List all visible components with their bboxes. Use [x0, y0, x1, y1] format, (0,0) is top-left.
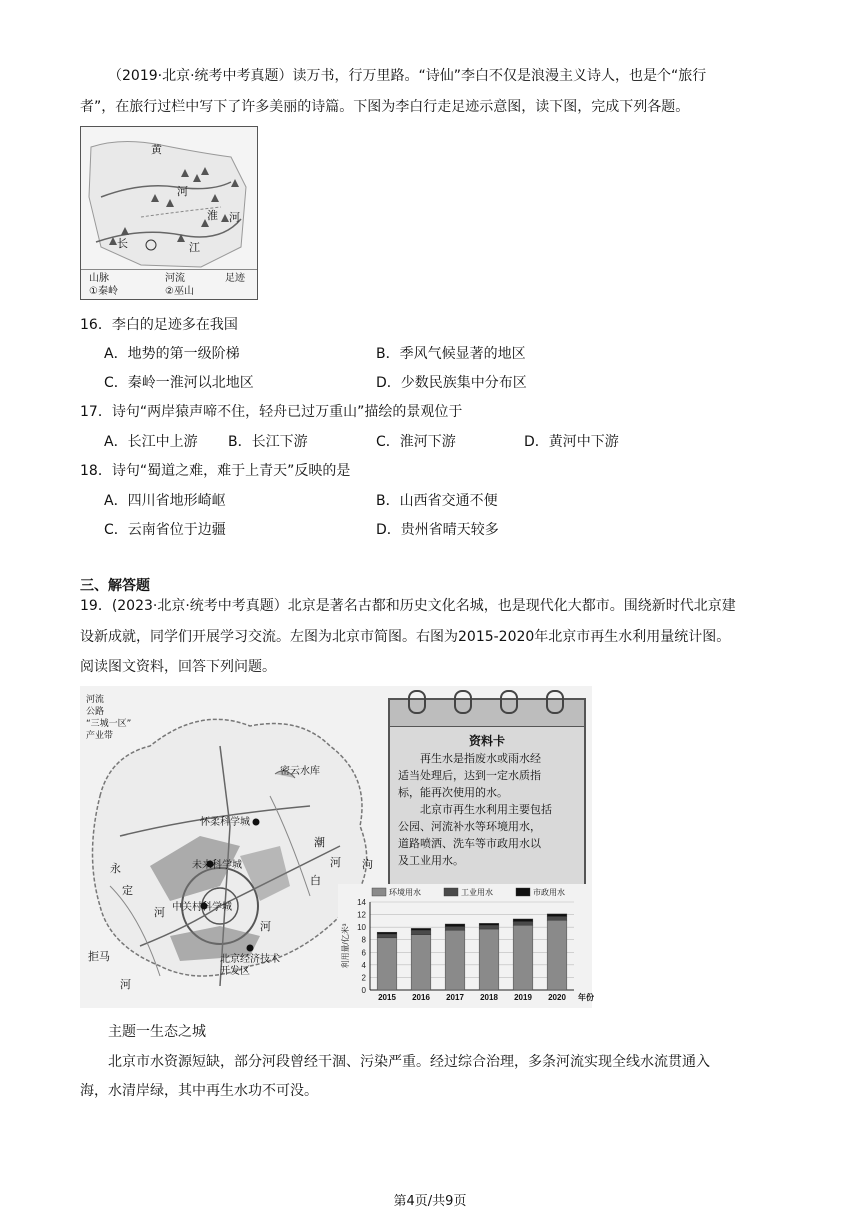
q19-line-3: 阅读图文资料，回答下列问题。 — [80, 659, 276, 675]
q19-line-1: 19．(2023·北京·统考中考真题）北京是著名古都和历史文化名城，也是现代化大都市。围绕新时代北京建 — [80, 598, 736, 614]
label-he-b: 河 — [260, 920, 271, 933]
info-card-line: 及工业用水。 — [398, 854, 464, 867]
info-card-line: 再生水是指废水或雨水经 — [420, 752, 541, 765]
y-axis-label: 利用量/亿米³ — [341, 923, 350, 969]
beijing-composite-figure — [80, 686, 592, 1008]
bar-segment — [513, 919, 533, 922]
bar-segment — [479, 925, 499, 929]
y-tick-label: 2 — [361, 973, 366, 983]
q18-option-c[interactable]: C．云南省位于边疆 — [104, 522, 226, 538]
label-juma: 拒马 — [88, 950, 110, 963]
ring-icon — [500, 690, 518, 714]
map1-legend — [81, 269, 257, 300]
label-future-science-city: 未来科学城 — [192, 860, 242, 871]
q18-option-b[interactable]: B．山西省交通不便 — [376, 493, 498, 509]
map1-label-huang: 黄 — [151, 143, 162, 156]
map1-label-he: 河 — [177, 185, 188, 198]
label-yong: 永 — [110, 862, 121, 875]
q18-option-d[interactable]: D．贵州省晴天较多 — [376, 522, 499, 538]
info-card-line: 标，能再次使用的水。 — [398, 786, 508, 799]
q19-line-2: 设新成就，同学们开展学习交流。左图为北京市简图。右图为2015-2020年北京市再生水利用量统计图。 — [80, 629, 731, 645]
legend-river-2: 河流 — [86, 695, 105, 705]
map1-label-chang: 长 — [117, 237, 128, 250]
q18-stem: 18．诗句“蜀道之难，难于上青天”反映的是 — [80, 463, 351, 479]
map1-label-huai: 淮 — [207, 209, 218, 222]
label-miyun: 密云水库 — [280, 766, 320, 777]
label-bai: 白 — [310, 874, 321, 887]
label-ju: 泃 — [362, 858, 373, 871]
bar-segment — [547, 916, 567, 920]
x-tick-label: 2016 — [412, 993, 430, 1002]
page-footer: 第4页/共9页 — [393, 1194, 467, 1209]
info-card-line: 适当处理后，达到一定水质指 — [398, 769, 541, 782]
bar-segment — [479, 929, 499, 990]
ring-icon — [546, 690, 564, 714]
bar-segment — [547, 920, 567, 990]
bar-segment — [411, 928, 431, 930]
label-he-d: 河 — [154, 906, 165, 919]
y-tick-label: 10 — [357, 923, 366, 933]
y-tick-label: 14 — [357, 898, 366, 907]
info-card-line: 道路喷洒、洗车等市政用水以 — [398, 837, 541, 850]
label-chao: 潮 — [314, 836, 325, 849]
theme-title: 主题一生态之城 — [108, 1024, 206, 1040]
legend-label: 工业用水 — [461, 888, 493, 897]
info-card-title: 资料卡 — [468, 734, 505, 748]
legend-qinling: ①秦岭 — [89, 286, 118, 297]
legend-three-cities: “三城一区” — [86, 719, 132, 729]
map1-label-jiang: 江 — [189, 241, 200, 254]
label-ding: 定 — [122, 884, 133, 897]
x-tick-label: 2015 — [378, 993, 396, 1002]
y-tick-label: 0 — [361, 986, 366, 995]
theme-line-1: 北京市水资源短缺，部分河段曾经干涸、污染严重。经过综合治理，多条河流实现全线水流贯通入 — [108, 1054, 710, 1070]
li-bai-footprint-map — [80, 126, 258, 300]
bar-segment — [445, 930, 465, 990]
legend-swatch — [444, 888, 458, 896]
q16-option-c[interactable]: C．秦岭一淮河以北地区 — [104, 375, 254, 391]
legend-label: 环境用水 — [389, 888, 421, 897]
bar-segment — [411, 930, 431, 934]
reclaimed-water-chart — [338, 884, 592, 1008]
legend-road: 公路 — [86, 707, 105, 717]
info-card-line: 北京市再生水利用主要包括 — [420, 803, 552, 816]
question-intro-line-2: 者”，在旅行过栏中写下了许多美丽的诗篇。下图为李白行走足迹示意图，读下图，完成下列各题。 — [80, 99, 690, 115]
bar-segment — [445, 927, 465, 931]
x-tick-label: 2019 — [514, 993, 532, 1002]
label-zhongguancun: 中关村科学城 — [172, 902, 232, 913]
info-card — [388, 698, 586, 886]
legend-label: 市政用水 — [533, 888, 565, 897]
beijing-map-legend — [86, 694, 131, 742]
bar-segment — [377, 938, 397, 990]
bar-segment — [479, 923, 499, 925]
legend-wushan: ②巫山 — [165, 286, 194, 297]
y-tick-label: 12 — [357, 910, 366, 920]
y-tick-label: 4 — [361, 960, 366, 970]
info-card-body — [398, 750, 578, 869]
x-tick-label: 2018 — [480, 993, 498, 1002]
info-card-line: 公园、河流补水等环境用水， — [398, 820, 541, 833]
label-he-c: 河 — [120, 978, 131, 991]
q16-option-b[interactable]: B．季风气候显著的地区 — [376, 346, 526, 362]
label-etdz: 北京经济技术开发区 — [220, 954, 280, 977]
ring-icon — [454, 690, 472, 714]
x-tick-label: 2020 — [548, 993, 566, 1002]
q17-option-c[interactable]: C．淮河下游 — [376, 434, 456, 450]
theme-line-2: 海，水清岸绿，其中再生水功不可没。 — [80, 1083, 318, 1099]
label-huairou: 怀柔科学城 — [200, 817, 250, 828]
bar-segment — [377, 934, 397, 938]
section-title: 三、解答题 — [80, 578, 150, 594]
legend-industrial-belt: 产业带 — [86, 731, 114, 741]
map1-label-he-2: 河 — [229, 211, 240, 224]
bar-segment — [547, 914, 567, 917]
ring-icon — [408, 690, 426, 714]
question-intro-line-1: （2019·北京·统考中考真题）读万书，行万里路。“诗仙”李白不仅是浪漫主义诗人，也是个“旅行 — [108, 68, 707, 84]
bar-segment — [445, 924, 465, 927]
y-tick-label: 6 — [361, 948, 366, 958]
legend-footprint: 足迹 — [225, 273, 245, 284]
q17-option-b[interactable]: B．长江下游 — [228, 434, 308, 450]
q16-stem: 16．李白的足迹多在我国 — [80, 317, 238, 333]
q17-stem: 17．诗句“两岸猿声啼不住，轻舟已过万重山”描绘的景观位于 — [80, 404, 463, 420]
legend-swatch — [516, 888, 530, 896]
x-tick-label: 2017 — [446, 993, 464, 1002]
y-tick-label: 8 — [361, 935, 366, 945]
q16-option-d[interactable]: D．少数民族集中分布区 — [376, 375, 527, 391]
bar-segment — [411, 935, 431, 990]
x-axis-suffix: 年份 — [578, 993, 594, 1002]
legend-mountain: 山脉 — [89, 273, 109, 284]
q17-option-d[interactable]: D．黄河中下游 — [524, 434, 619, 450]
q18-option-a[interactable]: A．四川省地形崎岖 — [104, 493, 226, 509]
legend-river: 河流 — [165, 273, 185, 284]
bar-segment — [377, 932, 397, 934]
q17-option-a[interactable]: A．长江中上游 — [104, 434, 198, 450]
legend-swatch — [372, 888, 386, 896]
bar-segment — [513, 925, 533, 990]
label-he-a: 河 — [330, 856, 341, 869]
q16-option-a[interactable]: A．地势的第一级阶梯 — [104, 346, 240, 362]
bar-segment — [513, 921, 533, 925]
